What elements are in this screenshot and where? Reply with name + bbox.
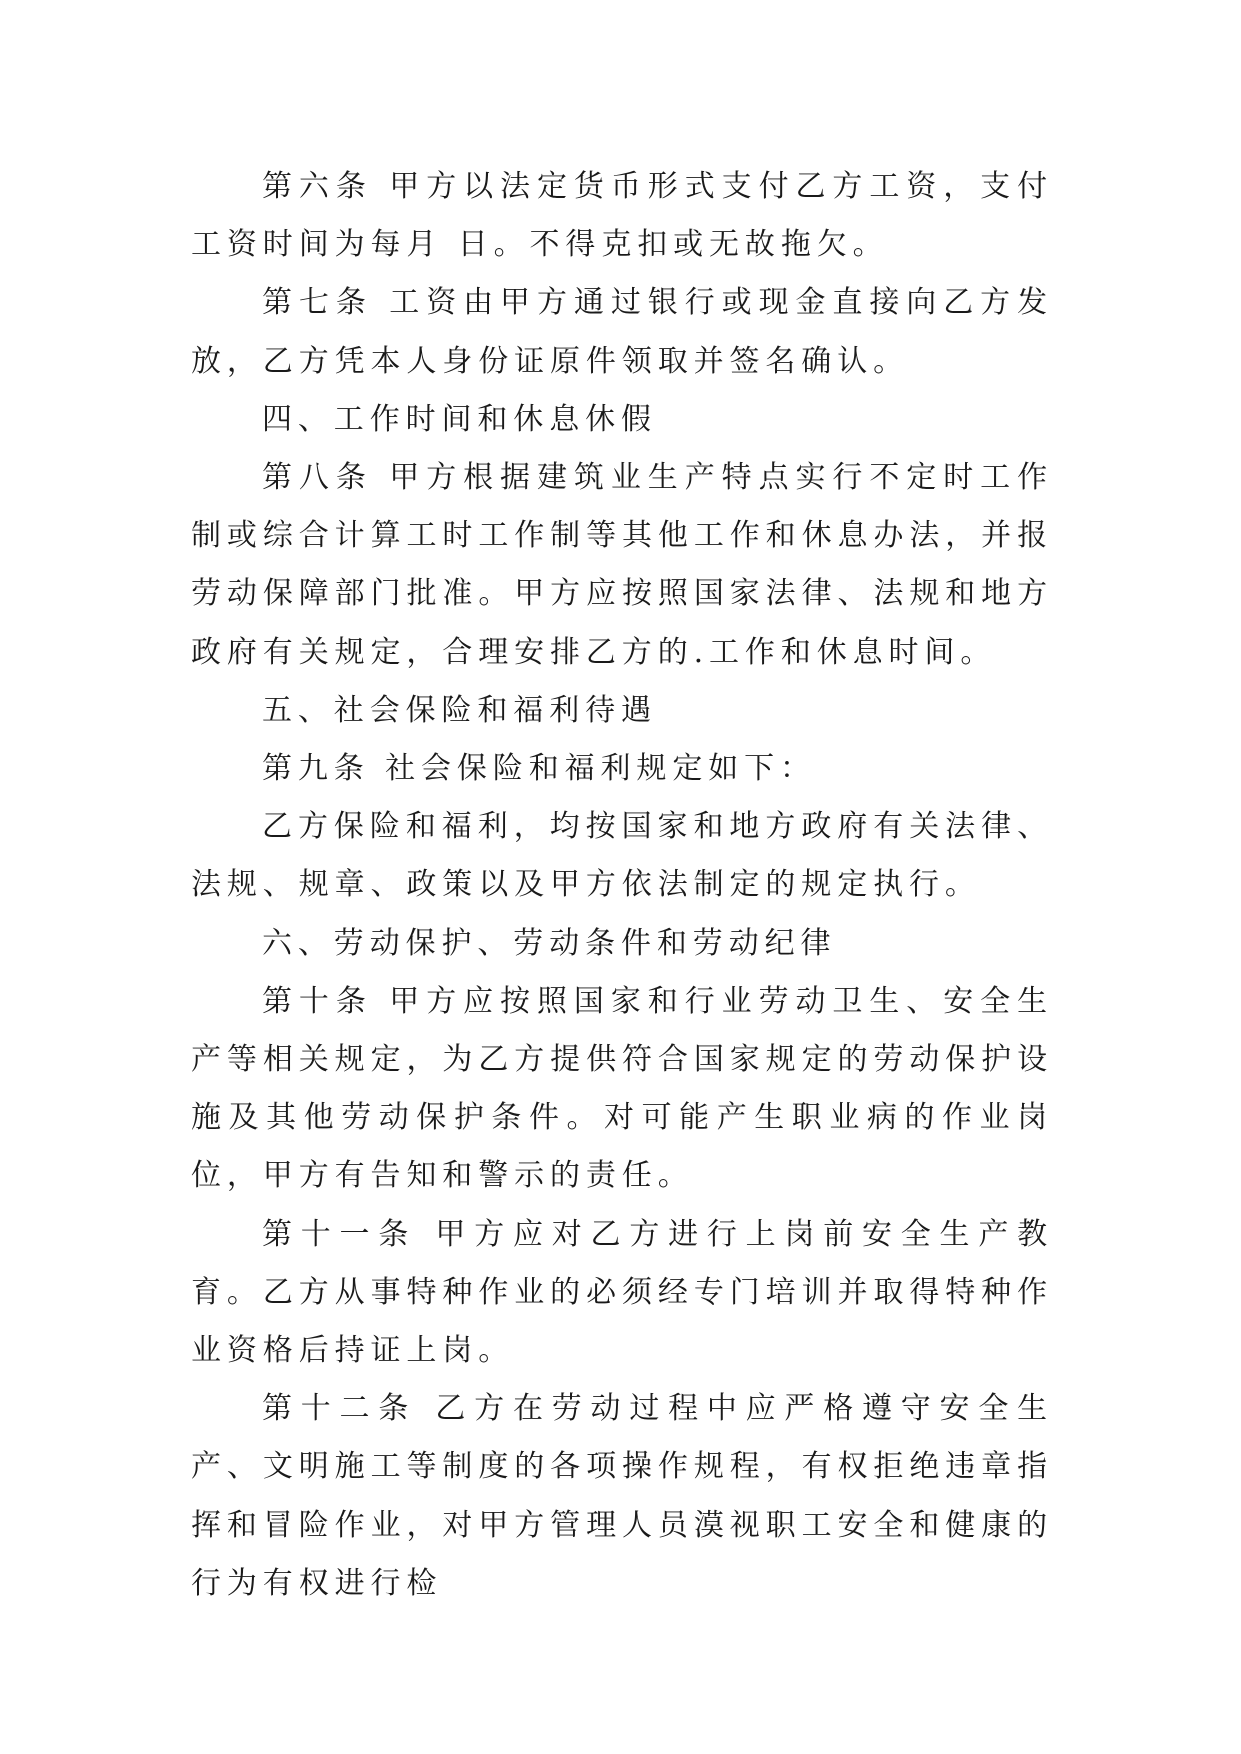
article-7: 第七条 工资由甲方通过银行或现金直接向乙方发放，乙方凭本人身份证原件领取并签名确认。 [191,285,1053,379]
article-9: 第九条 社会保险和福利规定如下： [262,751,816,787]
article-10: 第十条 甲方应按照国家和行业劳动卫生、安全生产等相关规定，为乙方提供符合国家规定的劳动保护设施及其他劳动保护条件。对可能产生职业病的作业岗位，甲方有告知和警示的责任。 [191,983,1053,1194]
section-heading-5: 五、社会保险和福利待遇 [262,692,657,728]
article-8: 第八条 甲方根据建筑业生产特点实行不定时工作制或综合计算工时工作制等其他工作和休息办法，并报劳动保障部门批准。甲方应按照国家法律、法规和地方政府有关规定，合理安排乙方的.工作和休息时间。 [191,460,1053,670]
article-9-detail: 乙方保险和福利，均按国家和地方政府有关法律、法规、规章、政策以及甲方依法制定的规定执行。 [191,809,1053,903]
section-heading-6: 六、劳动保护、劳动条件和劳动纪律 [262,925,837,961]
article-11: 第十一条 甲方应对乙方进行上岗前安全生产教育。乙方从事特种作业的必须经专门培训并取得特种作业资格后持证上岗。 [191,1216,1053,1369]
article-6: 第六条 甲方以法定货币形式支付乙方工资，支付工资时间为每月 日。不得克扣或无故拖欠。 [191,169,1053,263]
section-heading-4: 四、工作时间和休息休假 [262,401,657,437]
document-body [191,158,1053,1613]
article-12: 第十二条 乙方在劳动过程中应严格遵守安全生产、文明施工等制度的各项操作规程，有权拒绝违章指挥和冒险作业，对甲方管理人员漠视职工安全和健康的行为有权进行检 [191,1391,1053,1601]
